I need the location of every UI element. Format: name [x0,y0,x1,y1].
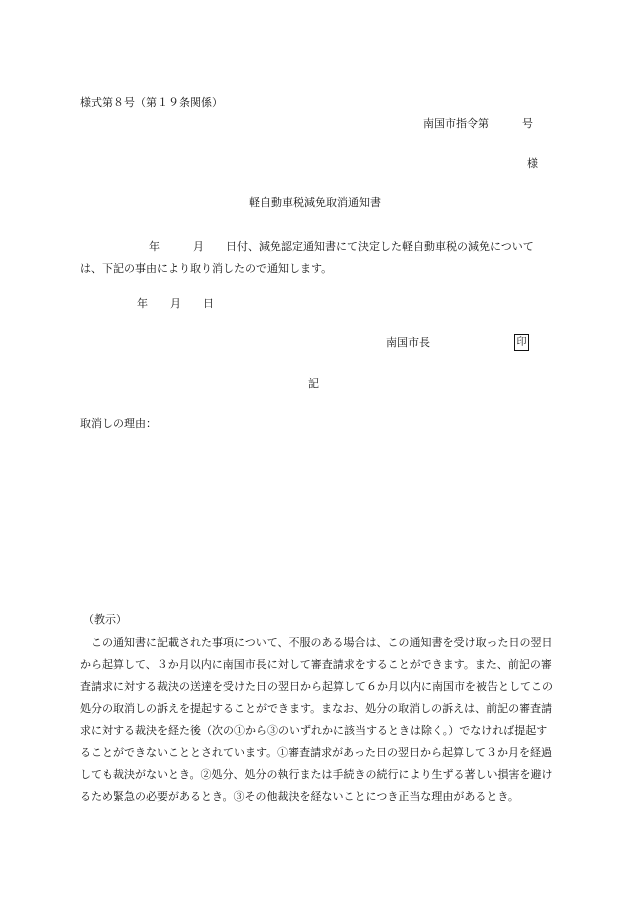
ki-heading: 記 [308,377,319,390]
issuer-name: 南国市長 [386,336,430,349]
notice-text: この通知書に記載された事項について、不服のある場合は、この通知書を受け取った日の翌日から起算して、３か月以内に南国市長に対して審査請求をすることができます。また、前記の審査請求に対する裁決の送達を受けた日の翌日から起算して６か月以内に南国市を被告としてこの処分の取消しの訴えを提起することができます。まなお、処分の取消しの訴えは、前記の審査請求に対する裁決を経た後（次の①から③のいずれかに該当するときは除く。）でなければ提起することができないこととされています。①審査請求があった日の翌日から起算して３か月を経過しても裁決がないとき。②処分、処分の執行または手続きの続行により生ずる著しい損害を避けるため緊急の必要があるとき。③その他裁決を経ないことにつき正当な理由があるとき。 [80,636,553,803]
reference-number: 南国市指令第 号 [423,117,533,130]
form-number: 様式第８号（第１９条関係） [80,96,223,109]
addressee-suffix: 様 [527,157,538,170]
issue-date: 年 月 日 [137,297,214,310]
seal-mark: 印 [514,334,529,351]
body-text: 年 月 日付、減免認定通知書にて決定した軽自動車税の減免については、下記の事由により取り消したので通知します。 [80,240,534,275]
reason-label: 取消しの理由： [80,417,157,430]
document-title: 軽自動車税減免取消通知書 [249,196,381,209]
notice-heading: （教示） [83,613,127,626]
